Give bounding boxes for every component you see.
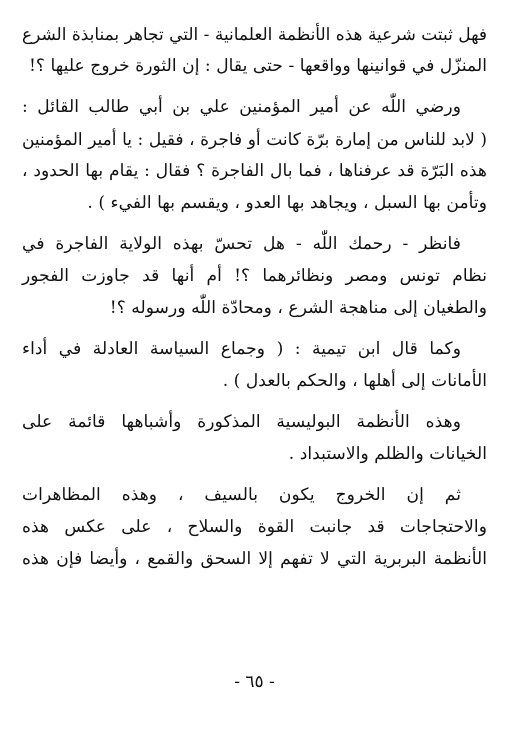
text-line: الخيانات والظلم والاستبداد . <box>288 444 487 464</box>
text-line: ( لابد للناس من إمارة برّة كانت أو فاجرة ، فقيل : يا أمير المؤمنين <box>22 129 487 149</box>
text-line: ورضي اللّٰه عن أمير المؤمنين علي بن أبي طالب القائل : <box>22 97 461 117</box>
text-line: والطغيان إلى مناهجة الشرع ، ومحادّة اللّٰه ورسوله ؟! <box>109 298 487 318</box>
body-text <box>22 18 487 575</box>
text-line: وكما قال ابن تيمية : ( وجماع السياسة العادلة في أداء <box>22 339 461 359</box>
text-line: والاحتجاجات قد جانبت القوة والسلاح ، على عكس هذه <box>22 517 487 537</box>
paragraph <box>22 479 487 575</box>
paragraph <box>22 91 487 219</box>
paragraph <box>22 228 487 324</box>
text-line: المنزّل في قوانينها وواقعها - حتى يقال : إن الثورة خروج عليها ؟! <box>29 56 487 76</box>
text-line: فانظر - رحمك اللّٰه - هل تحسّ بهذه الولاية الفاجرة في <box>22 234 461 254</box>
paragraph <box>22 333 487 397</box>
text-line: نظام تونس ومصر ونظائرهما ؟! أم أنها قد جاوزت الفجور <box>22 266 487 286</box>
text-line: وهذه الأنظمة البوليسية المذكورة وأشباهها قائمة على <box>22 412 461 432</box>
text-line: الأمانات إلى أهلها ، والحكم بالعدل ) . <box>222 371 487 391</box>
text-line: الأنظمة البربرية التي لا تفهم إلا السحق والقمع ، وأيضا فإن هذه <box>22 549 487 569</box>
text-line: فهل ثبتت شرعية هذه الأنظمة العلمانية - التي تجاهر بمنابذة الشرع <box>22 24 487 44</box>
text-line: هذه البَرّة قد عرفناها ، فما بال الفاجرة ؟ فقال : يقام بها الحدود ، <box>22 161 487 181</box>
text-line: وتأمن بها السبل ، ويجاهد بها العدو ، ويقسم بها الفيء ) . <box>87 193 487 213</box>
paragraph <box>22 18 487 82</box>
paragraph <box>22 406 487 470</box>
text-line: ثم إن الخروج يكون بالسيف ، وهذه المظاهرات <box>22 485 461 505</box>
page-number: - ٦٥ - <box>234 672 275 692</box>
